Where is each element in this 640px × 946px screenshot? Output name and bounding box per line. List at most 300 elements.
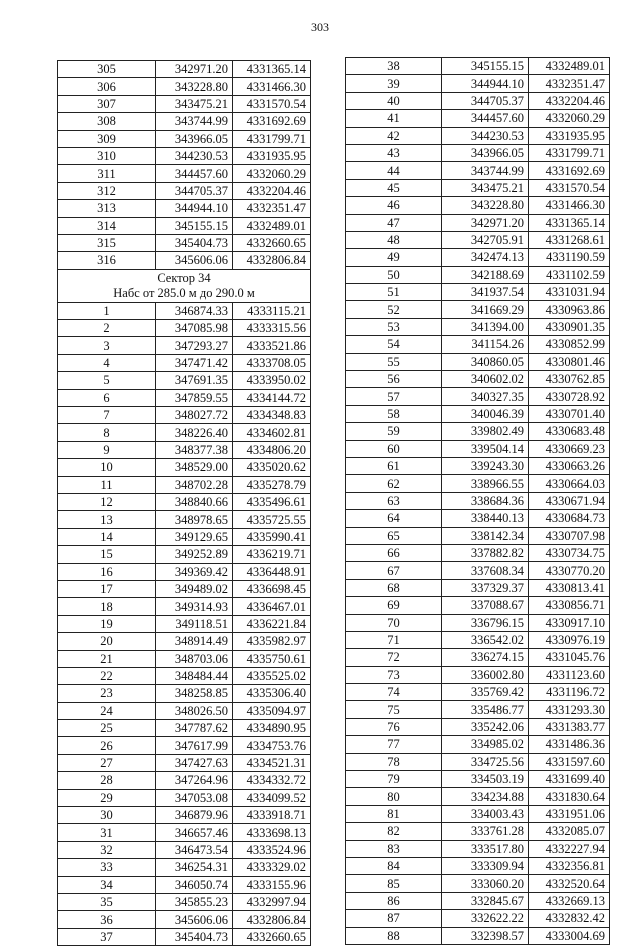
x-coordinate-cell: 347471.42 <box>156 354 233 371</box>
table-row <box>346 423 610 440</box>
y-coordinate-cell: 4331466.30 <box>233 78 311 95</box>
point-number-cell: 51 <box>346 284 442 301</box>
x-coordinate-cell: 332622.22 <box>442 910 529 927</box>
point-number-cell: 306 <box>58 78 156 95</box>
y-coordinate-cell: 4330663.26 <box>529 457 610 474</box>
table-row <box>346 197 610 214</box>
x-coordinate-cell: 334725.56 <box>442 753 529 770</box>
x-coordinate-cell: 346874.33 <box>156 302 233 319</box>
point-number-cell: 77 <box>346 736 442 753</box>
table-row <box>58 113 311 130</box>
point-number-cell: 56 <box>346 371 442 388</box>
point-number-cell: 2 <box>58 320 156 337</box>
table-row <box>346 353 610 370</box>
table-row <box>58 354 311 371</box>
y-coordinate-cell: 4335020.62 <box>233 459 311 476</box>
point-number-cell: 315 <box>58 234 156 251</box>
y-coordinate-cell: 4336221.84 <box>233 615 311 632</box>
x-coordinate-cell: 341394.00 <box>442 318 529 335</box>
point-number-cell: 5 <box>58 372 156 389</box>
y-coordinate-cell: 4330728.92 <box>529 388 610 405</box>
table-row <box>346 840 610 857</box>
x-coordinate-cell: 335486.77 <box>442 701 529 718</box>
x-coordinate-cell: 348840.66 <box>156 493 233 510</box>
y-coordinate-cell: 4331799.71 <box>233 130 311 147</box>
y-coordinate-cell: 4332356.81 <box>529 857 610 874</box>
x-coordinate-cell: 344230.53 <box>442 127 529 144</box>
y-coordinate-cell: 4331268.61 <box>529 231 610 248</box>
table-row <box>346 75 610 92</box>
point-number-cell: 54 <box>346 336 442 353</box>
point-number-cell: 74 <box>346 684 442 701</box>
y-coordinate-cell: 4331935.95 <box>233 147 311 164</box>
y-coordinate-cell: 4331597.60 <box>529 753 610 770</box>
y-coordinate-cell: 4332806.84 <box>233 252 311 269</box>
point-number-cell: 82 <box>346 823 442 840</box>
point-number-cell: 310 <box>58 147 156 164</box>
sector-row <box>58 269 311 302</box>
x-coordinate-cell: 333761.28 <box>442 823 529 840</box>
y-coordinate-cell: 4331293.30 <box>529 701 610 718</box>
y-coordinate-cell: 4331951.06 <box>529 805 610 822</box>
y-coordinate-cell: 4331570.54 <box>529 179 610 196</box>
point-number-cell: 26 <box>58 737 156 754</box>
point-number-cell: 307 <box>58 95 156 112</box>
x-coordinate-cell: 341154.26 <box>442 336 529 353</box>
x-coordinate-cell: 347264.96 <box>156 772 233 789</box>
y-coordinate-cell: 4333155.96 <box>233 876 311 893</box>
point-number-cell: 20 <box>58 633 156 650</box>
x-coordinate-cell: 343475.21 <box>156 95 233 112</box>
x-coordinate-cell: 348377.38 <box>156 441 233 458</box>
x-coordinate-cell: 337882.82 <box>442 544 529 561</box>
x-coordinate-cell: 341937.54 <box>442 284 529 301</box>
x-coordinate-cell: 344230.53 <box>156 147 233 164</box>
point-number-cell: 67 <box>346 562 442 579</box>
table-row <box>346 405 610 422</box>
table-row <box>58 598 311 615</box>
point-number-cell: 44 <box>346 162 442 179</box>
x-coordinate-cell: 338684.36 <box>442 492 529 509</box>
table-row <box>58 441 311 458</box>
point-number-cell: 13 <box>58 511 156 528</box>
table-row <box>58 78 311 95</box>
x-coordinate-cell: 348978.65 <box>156 511 233 528</box>
point-number-cell: 313 <box>58 200 156 217</box>
y-coordinate-cell: 4335725.55 <box>233 511 311 528</box>
point-number-cell: 65 <box>346 527 442 544</box>
x-coordinate-cell: 346050.74 <box>156 876 233 893</box>
x-coordinate-cell: 345155.15 <box>156 217 233 234</box>
x-coordinate-cell: 340046.39 <box>442 405 529 422</box>
x-coordinate-cell: 336002.80 <box>442 666 529 683</box>
x-coordinate-cell: 343744.99 <box>442 162 529 179</box>
table-row <box>346 388 610 405</box>
point-number-cell: 81 <box>346 805 442 822</box>
x-coordinate-cell: 347691.35 <box>156 372 233 389</box>
y-coordinate-cell: 4335990.41 <box>233 528 311 545</box>
x-coordinate-cell: 349314.93 <box>156 598 233 615</box>
x-coordinate-cell: 344457.60 <box>442 110 529 127</box>
table-row <box>58 633 311 650</box>
y-coordinate-cell: 4334806.20 <box>233 441 311 458</box>
point-number-cell: 41 <box>346 110 442 127</box>
table-body-right <box>346 58 610 945</box>
table-row <box>346 614 610 631</box>
table-row <box>346 788 610 805</box>
table-row <box>58 95 311 112</box>
point-number-cell: 19 <box>58 615 156 632</box>
y-coordinate-cell: 4333918.71 <box>233 807 311 824</box>
table-row <box>346 527 610 544</box>
point-number-cell: 79 <box>346 771 442 788</box>
table-row <box>58 147 311 164</box>
table-row <box>346 510 610 527</box>
x-coordinate-cell: 346254.31 <box>156 859 233 876</box>
point-number-cell: 43 <box>346 144 442 161</box>
table-row <box>58 302 311 319</box>
point-number-cell: 70 <box>346 614 442 631</box>
point-number-cell: 46 <box>346 197 442 214</box>
y-coordinate-cell: 4334332.72 <box>233 772 311 789</box>
y-coordinate-cell: 4331365.14 <box>529 214 610 231</box>
table-row <box>58 252 311 269</box>
point-number-cell: 4 <box>58 354 156 371</box>
y-coordinate-cell: 4331799.71 <box>529 144 610 161</box>
table-row <box>58 737 311 754</box>
point-number-cell: 30 <box>58 807 156 824</box>
y-coordinate-cell: 4336467.01 <box>233 598 311 615</box>
point-number-cell: 305 <box>58 61 156 78</box>
x-coordinate-cell: 346473.54 <box>156 841 233 858</box>
table-row <box>346 318 610 335</box>
x-coordinate-cell: 348027.72 <box>156 407 233 424</box>
table-row <box>346 440 610 457</box>
table-row <box>346 562 610 579</box>
x-coordinate-cell: 347859.55 <box>156 389 233 406</box>
table-body-after-sector <box>58 302 311 945</box>
point-number-cell: 83 <box>346 840 442 857</box>
point-number-cell: 12 <box>58 493 156 510</box>
y-coordinate-cell: 4332085.07 <box>529 823 610 840</box>
point-number-cell: 80 <box>346 788 442 805</box>
x-coordinate-cell: 333060.20 <box>442 875 529 892</box>
table-row <box>58 182 311 199</box>
table-row <box>346 753 610 770</box>
point-number-cell: 88 <box>346 927 442 944</box>
point-number-cell: 38 <box>346 58 442 75</box>
x-coordinate-cell: 345606.06 <box>156 252 233 269</box>
y-coordinate-cell: 4333315.56 <box>233 320 311 337</box>
point-number-cell: 59 <box>346 423 442 440</box>
x-coordinate-cell: 344944.10 <box>156 200 233 217</box>
point-number-cell: 10 <box>58 459 156 476</box>
point-number-cell: 18 <box>58 598 156 615</box>
page-number: 303 <box>311 20 329 34</box>
table-row <box>58 789 311 806</box>
table-row <box>58 165 311 182</box>
coordinates-table-left <box>57 60 311 946</box>
y-coordinate-cell: 4331486.36 <box>529 736 610 753</box>
table-row <box>346 371 610 388</box>
y-coordinate-cell: 4331570.54 <box>233 95 311 112</box>
x-coordinate-cell: 335242.06 <box>442 718 529 735</box>
x-coordinate-cell: 336796.15 <box>442 614 529 631</box>
table-row <box>346 718 610 735</box>
x-coordinate-cell: 339243.30 <box>442 457 529 474</box>
point-number-cell: 6 <box>58 389 156 406</box>
x-coordinate-cell: 347293.27 <box>156 337 233 354</box>
table-row <box>58 320 311 337</box>
x-coordinate-cell: 332845.67 <box>442 892 529 909</box>
x-coordinate-cell: 334234.88 <box>442 788 529 805</box>
x-coordinate-cell: 344944.10 <box>442 75 529 92</box>
x-coordinate-cell: 347617.99 <box>156 737 233 754</box>
table-row <box>58 928 311 945</box>
table-row <box>346 457 610 474</box>
x-coordinate-cell: 346657.46 <box>156 824 233 841</box>
x-coordinate-cell: 333309.94 <box>442 857 529 874</box>
y-coordinate-cell: 4332204.46 <box>233 182 311 199</box>
table-body-before-sector <box>58 61 311 270</box>
point-number-cell: 52 <box>346 301 442 318</box>
x-coordinate-cell: 342971.20 <box>156 61 233 78</box>
y-coordinate-cell: 4331830.64 <box>529 788 610 805</box>
y-coordinate-cell: 4333004.69 <box>529 927 610 944</box>
table-row <box>346 336 610 353</box>
table-row <box>58 893 311 910</box>
y-coordinate-cell: 4330963.86 <box>529 301 610 318</box>
x-coordinate-cell: 345855.23 <box>156 893 233 910</box>
y-coordinate-cell: 4332060.29 <box>233 165 311 182</box>
point-number-cell: 62 <box>346 475 442 492</box>
table-row <box>58 754 311 771</box>
table-row <box>58 493 311 510</box>
y-coordinate-cell: 4330813.41 <box>529 579 610 596</box>
x-coordinate-cell: 336542.02 <box>442 631 529 648</box>
point-number-cell: 72 <box>346 649 442 666</box>
x-coordinate-cell: 348484.44 <box>156 667 233 684</box>
point-number-cell: 8 <box>58 424 156 441</box>
y-coordinate-cell: 4330856.71 <box>529 597 610 614</box>
x-coordinate-cell: 337329.37 <box>442 579 529 596</box>
table-row <box>58 337 311 354</box>
table-row <box>346 666 610 683</box>
y-coordinate-cell: 4330801.46 <box>529 353 610 370</box>
y-coordinate-cell: 4331196.72 <box>529 684 610 701</box>
table-row <box>58 372 311 389</box>
table-row <box>58 859 311 876</box>
y-coordinate-cell: 4334099.52 <box>233 789 311 806</box>
table-row <box>346 736 610 753</box>
y-coordinate-cell: 4330707.98 <box>529 527 610 544</box>
point-number-cell: 34 <box>58 876 156 893</box>
y-coordinate-cell: 4334890.95 <box>233 720 311 737</box>
table-row <box>58 511 311 528</box>
point-number-cell: 22 <box>58 667 156 684</box>
x-coordinate-cell: 340860.05 <box>442 353 529 370</box>
y-coordinate-cell: 4332351.47 <box>233 200 311 217</box>
x-coordinate-cell: 347427.63 <box>156 754 233 771</box>
table-row <box>346 684 610 701</box>
x-coordinate-cell: 336274.15 <box>442 649 529 666</box>
x-coordinate-cell: 339504.14 <box>442 440 529 457</box>
point-number-cell: 45 <box>346 179 442 196</box>
x-coordinate-cell: 348258.85 <box>156 685 233 702</box>
y-coordinate-cell: 4331123.60 <box>529 666 610 683</box>
x-coordinate-cell: 337088.67 <box>442 597 529 614</box>
table-row <box>58 546 311 563</box>
point-number-cell: 49 <box>346 249 442 266</box>
y-coordinate-cell: 4332660.65 <box>233 234 311 251</box>
y-coordinate-cell: 4335496.61 <box>233 493 311 510</box>
table-row <box>58 61 311 78</box>
point-number-cell: 58 <box>346 405 442 422</box>
x-coordinate-cell: 343744.99 <box>156 113 233 130</box>
table-row <box>58 424 311 441</box>
point-number-cell: 55 <box>346 353 442 370</box>
x-coordinate-cell: 343228.80 <box>442 197 529 214</box>
table-row <box>346 579 610 596</box>
x-coordinate-cell: 345606.06 <box>156 911 233 928</box>
point-number-cell: 73 <box>346 666 442 683</box>
table-row <box>346 110 610 127</box>
y-coordinate-cell: 4333115.21 <box>233 302 311 319</box>
table-row <box>58 841 311 858</box>
table-row <box>58 459 311 476</box>
table-row <box>58 772 311 789</box>
table-row <box>346 701 610 718</box>
y-coordinate-cell: 4336448.91 <box>233 563 311 580</box>
table-row <box>346 805 610 822</box>
x-coordinate-cell: 338142.34 <box>442 527 529 544</box>
y-coordinate-cell: 4332806.84 <box>233 911 311 928</box>
table-row <box>58 911 311 928</box>
table-row <box>58 130 311 147</box>
table-row <box>346 266 610 283</box>
point-number-cell: 47 <box>346 214 442 231</box>
table-row <box>58 234 311 251</box>
point-number-cell: 76 <box>346 718 442 735</box>
x-coordinate-cell: 348703.06 <box>156 650 233 667</box>
x-coordinate-cell: 343966.05 <box>442 144 529 161</box>
point-number-cell: 9 <box>58 441 156 458</box>
y-coordinate-cell: 4330671.94 <box>529 492 610 509</box>
x-coordinate-cell: 334985.02 <box>442 736 529 753</box>
table-row <box>58 824 311 841</box>
y-coordinate-cell: 4335982.97 <box>233 633 311 650</box>
y-coordinate-cell: 4331031.94 <box>529 284 610 301</box>
y-coordinate-cell: 4333950.02 <box>233 372 311 389</box>
x-coordinate-cell: 342188.69 <box>442 266 529 283</box>
sector-title: Сектор 34 <box>157 270 211 285</box>
point-number-cell: 17 <box>58 580 156 597</box>
table-row <box>346 492 610 509</box>
table-row <box>346 927 610 944</box>
x-coordinate-cell: 348702.28 <box>156 476 233 493</box>
table-row <box>58 667 311 684</box>
y-coordinate-cell: 4332660.65 <box>233 928 311 945</box>
point-number-cell: 71 <box>346 631 442 648</box>
point-number-cell: 14 <box>58 528 156 545</box>
x-coordinate-cell: 334503.19 <box>442 771 529 788</box>
x-coordinate-cell: 333517.80 <box>442 840 529 857</box>
point-number-cell: 57 <box>346 388 442 405</box>
x-coordinate-cell: 349489.02 <box>156 580 233 597</box>
y-coordinate-cell: 4334602.81 <box>233 424 311 441</box>
table-row <box>58 720 311 737</box>
point-number-cell: 28 <box>58 772 156 789</box>
table-row <box>346 910 610 927</box>
x-coordinate-cell: 342474.13 <box>442 249 529 266</box>
y-coordinate-cell: 4333521.86 <box>233 337 311 354</box>
point-number-cell: 27 <box>58 754 156 771</box>
point-number-cell: 61 <box>346 457 442 474</box>
table-row <box>346 771 610 788</box>
table-row <box>58 200 311 217</box>
x-coordinate-cell: 335769.42 <box>442 684 529 701</box>
point-number-cell: 33 <box>58 859 156 876</box>
point-number-cell: 25 <box>58 720 156 737</box>
point-number-cell: 29 <box>58 789 156 806</box>
x-coordinate-cell: 348026.50 <box>156 702 233 719</box>
x-coordinate-cell: 349118.51 <box>156 615 233 632</box>
x-coordinate-cell: 343228.80 <box>156 78 233 95</box>
point-number-cell: 32 <box>58 841 156 858</box>
y-coordinate-cell: 4335278.79 <box>233 476 311 493</box>
y-coordinate-cell: 4335094.97 <box>233 702 311 719</box>
y-coordinate-cell: 4336698.45 <box>233 580 311 597</box>
point-number-cell: 35 <box>58 893 156 910</box>
point-number-cell: 21 <box>58 650 156 667</box>
point-number-cell: 85 <box>346 875 442 892</box>
x-coordinate-cell: 349252.89 <box>156 546 233 563</box>
y-coordinate-cell: 4332997.94 <box>233 893 311 910</box>
y-coordinate-cell: 4331466.30 <box>529 197 610 214</box>
table-row <box>58 702 311 719</box>
point-number-cell: 3 <box>58 337 156 354</box>
point-number-cell: 308 <box>58 113 156 130</box>
x-coordinate-cell: 338966.55 <box>442 475 529 492</box>
y-coordinate-cell: 4331699.40 <box>529 771 610 788</box>
point-number-cell: 7 <box>58 407 156 424</box>
table-row <box>346 58 610 75</box>
point-number-cell: 78 <box>346 753 442 770</box>
x-coordinate-cell: 342971.20 <box>442 214 529 231</box>
table-row <box>58 580 311 597</box>
y-coordinate-cell: 4332669.13 <box>529 892 610 909</box>
point-number-cell: 37 <box>58 928 156 945</box>
table-row <box>58 528 311 545</box>
table-row <box>346 127 610 144</box>
y-coordinate-cell: 4334348.83 <box>233 407 311 424</box>
y-coordinate-cell: 4331692.69 <box>529 162 610 179</box>
table-row <box>58 476 311 493</box>
y-coordinate-cell: 4333708.05 <box>233 354 311 371</box>
x-coordinate-cell: 343966.05 <box>156 130 233 147</box>
table-row <box>58 389 311 406</box>
x-coordinate-cell: 340327.35 <box>442 388 529 405</box>
sector-subtitle: Набс от 285.0 м до 290.0 м <box>113 285 255 300</box>
y-coordinate-cell: 4333524.96 <box>233 841 311 858</box>
point-number-cell: 316 <box>58 252 156 269</box>
point-number-cell: 87 <box>346 910 442 927</box>
x-coordinate-cell: 343475.21 <box>442 179 529 196</box>
table-row <box>346 92 610 109</box>
y-coordinate-cell: 4330762.85 <box>529 371 610 388</box>
x-coordinate-cell: 339802.49 <box>442 423 529 440</box>
point-number-cell: 68 <box>346 579 442 596</box>
